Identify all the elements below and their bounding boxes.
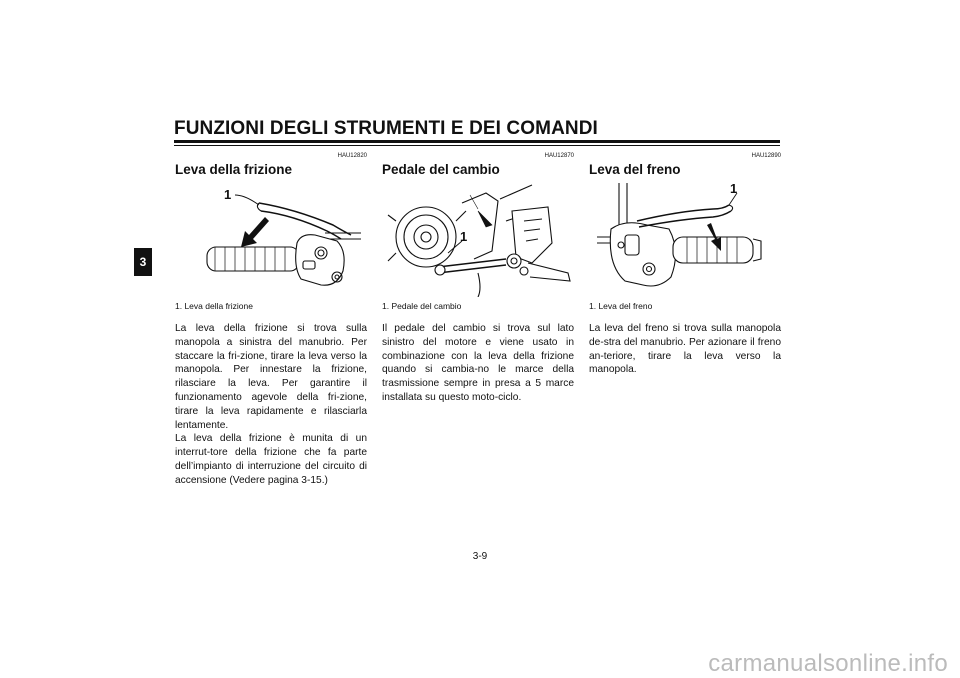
shift-pedal-illustration	[382, 181, 574, 297]
section-shift-pedal	[382, 152, 574, 405]
section-code: HAU12870	[544, 153, 574, 159]
section-body	[589, 322, 781, 377]
section-title: Pedale del cambio	[382, 162, 500, 177]
section-body	[382, 322, 574, 405]
figure-caption: 1. Leva del freno	[589, 301, 653, 311]
chapter-tab: 3	[134, 248, 152, 276]
page-number: 3-9	[472, 551, 488, 562]
brake-callout-number: 1	[730, 181, 738, 196]
clutch-lever-illustration	[175, 181, 367, 297]
section-brake-lever	[589, 152, 781, 377]
brake-lever-illustration	[589, 181, 781, 297]
body-paragraph: La leva della frizione è munita di un interrut-tore della frizione che fa parte dell’impianto di interruzione del circuito di accensione (Vedere pagina 3-15.)	[175, 433, 367, 486]
figure-caption: 1. Pedale del cambio	[382, 301, 462, 311]
body-paragraph: La leva della frizione si trova sulla manopola a sinistra del manubrio. Per staccare la fri-zione, tirare la leva verso la manopola. Per innestare la frizione, rilasciare la leva. Per garantire il funzionamento agevole della fri-zione, tirare la leva rapidamente e rilasciarla lentamente.	[175, 323, 367, 431]
shift-callout-number: 1	[460, 229, 468, 244]
watermark: carmanualsonline.info	[708, 650, 948, 677]
body-paragraph: La leva del freno si trova sulla manopola de-stra del manubrio. Per azionare il freno an-teriore, tirare la leva verso la manopola.	[589, 323, 781, 376]
page-header-title: FUNZIONI DEGLI STRUMENTI E DEI COMANDI	[174, 118, 598, 139]
section-clutch-lever	[175, 152, 367, 488]
section-body	[175, 322, 367, 488]
section-title: Leva della frizione	[175, 162, 293, 177]
clutch-callout-number: 1	[224, 187, 232, 202]
header-rule	[174, 140, 780, 143]
section-title: Leva del freno	[589, 162, 681, 177]
section-code: HAU12820	[337, 153, 367, 159]
body-paragraph: Il pedale del cambio si trova sul lato sinistro del motore e viene usato in combinazione con la leva della frizione quando si cambia-no le marce della trasmissione sempre in presa a 5 marce installata su questo moto-ciclo.	[382, 323, 574, 403]
header-rule-thin	[174, 145, 780, 146]
figure-caption: 1. Leva della frizione	[175, 301, 253, 311]
section-code: HAU12890	[751, 153, 781, 159]
